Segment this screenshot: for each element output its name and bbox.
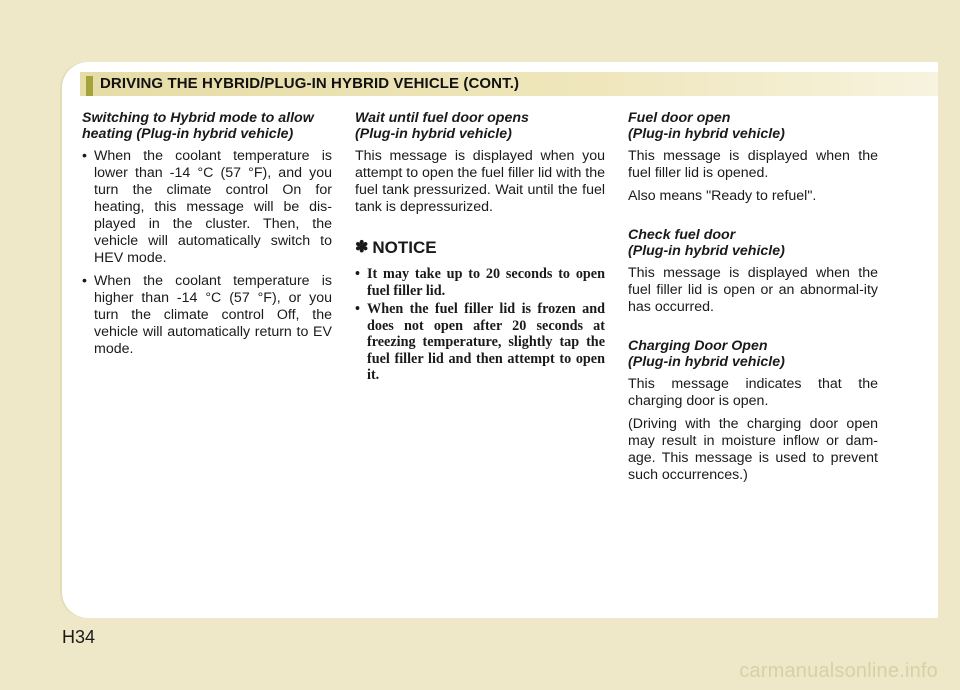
- heading-line-2: (Plug-in hybrid vehicle): [628, 126, 785, 142]
- notice-item: • When the fuel filler lid is frozen and does not open after 20 seconds at freezing temperature, slightly tap the fuel filler lid and then attempt to open it.: [355, 301, 605, 384]
- column-1: [82, 110, 332, 364]
- body-paragraph: Also means "Ready to refuel".: [628, 188, 817, 204]
- body-paragraph: This message indicates that the charging door is open.: [628, 376, 878, 409]
- body-paragraph: (Driving with the charging door open may result in moisture inflow or dam-age. This message is used to prevent such occurrences.): [628, 416, 878, 483]
- notice-item: • It may take up to 20 seconds to open fuel filler lid.: [355, 266, 605, 299]
- watermark: carmanualsonline.info: [739, 660, 938, 682]
- header-accent-mark: [86, 76, 93, 96]
- heading-line-1: Charging Door Open: [628, 338, 768, 354]
- heading-line-1: Switching to Hybrid mode to allow: [82, 110, 314, 126]
- heading-line-1: Fuel door open: [628, 110, 731, 126]
- notice-heading: [355, 238, 605, 258]
- heading-check-fuel-door: [628, 227, 878, 259]
- column-2: [355, 110, 605, 386]
- heading-fuel-door-open: [628, 110, 878, 142]
- asterisk-icon: ✽: [355, 239, 369, 256]
- body-paragraph: This message is displayed when you attempt to open the fuel filler lid with the fuel tank pressurized. Wait until the fuel tank is depressurized.: [355, 148, 605, 215]
- page-number: H34: [62, 627, 96, 647]
- heading-line-2: (Plug-in hybrid vehicle): [355, 126, 512, 142]
- section-title: DRIVING THE HYBRID/PLUG-IN HYBRID VEHICLE (CONT.): [100, 75, 520, 92]
- heading-line-1: Check fuel door: [628, 227, 736, 243]
- body-paragraph: This message is displayed when the fuel filler lid is opened.: [628, 148, 878, 181]
- heading-hybrid-heating: [82, 110, 332, 142]
- bullet-item: • When the coolant temperature is higher than -14 °C (57 °F), or you turn the climate control Off, the vehicle will automatically return to EV mode.: [82, 273, 332, 358]
- heading-wait-fuel-door: [355, 110, 605, 142]
- body-paragraph: This message is displayed when the fuel filler lid is open or an abnormal-ity has occurred.: [628, 265, 878, 315]
- column-3: [628, 110, 878, 490]
- heading-line-1: Wait until fuel door opens: [355, 110, 529, 126]
- bullet-list: [82, 148, 332, 358]
- heading-line-2: (Plug-in hybrid vehicle): [628, 354, 785, 370]
- bullet-item: • When the coolant temperature is lower than -14 °C (57 °F), and you turn the climate control On for heating, this message will be dis-played in the cluster. Then, the vehicle will automatically switch to HEV mode.: [82, 148, 332, 267]
- heading-line-2: (Plug-in hybrid vehicle): [628, 243, 785, 259]
- notice-list: [355, 266, 605, 384]
- heading-line-2: heating (Plug-in hybrid vehicle): [82, 126, 294, 142]
- notice-title: NOTICE: [372, 238, 437, 257]
- heading-charging-door-open: [628, 338, 878, 370]
